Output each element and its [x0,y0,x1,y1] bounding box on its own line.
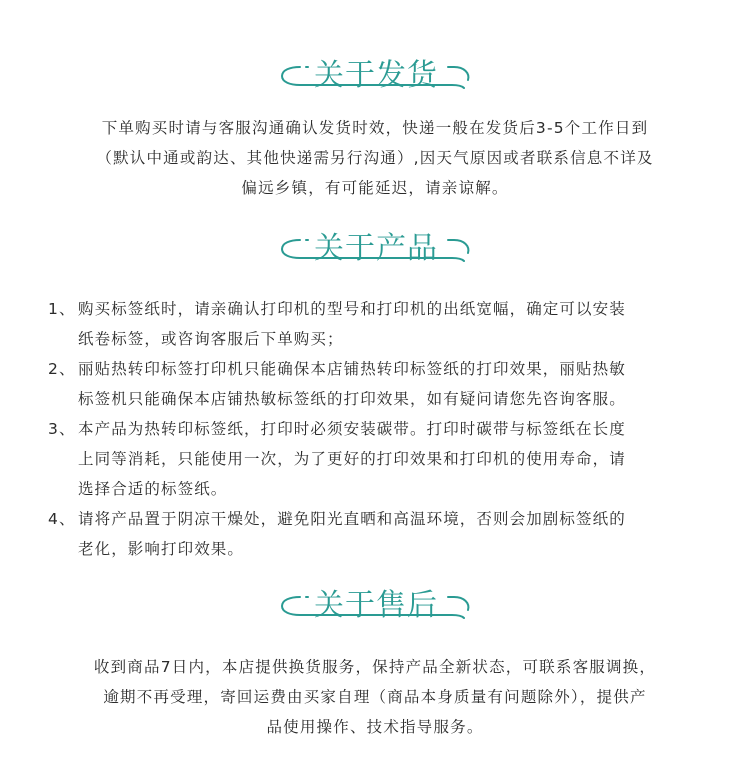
list-item [48,504,708,564]
list-item-line: 本产品为热转印标签纸，打印时必须安装碳带。打印时碳带与标签纸在长度 [78,420,626,438]
shipping-text [0,113,750,203]
list-item [48,354,708,414]
list-number: 2、 [48,360,76,378]
list-item-line: 纸卷标签，或咨询客服后下单购买； [78,330,344,348]
aftersale-line: 逾期不再受理，寄回运费由买家自理（商品本身质量有问题除外），提供产 [103,688,647,706]
shipping-line: 偏远乡镇，有可能延迟，请亲谅解。 [241,179,509,197]
list-item-line: 购买标签纸时，请亲确认打印机的型号和打印机的出纸宽幅，确定可以安装 [78,300,626,318]
list-item-line: 标签机只能确保本店铺热敏标签纸的打印效果，如有疑问请您先咨询客服。 [78,390,626,408]
aftersale-line: 品使用操作、技术指导服务。 [266,718,484,736]
product-title: 关于产品 [314,231,438,266]
shipping-line: 下单购买时请与客服沟通确认发货时效，快递一般在发货后3-5个工作日到 [101,119,649,137]
list-item-line: 请将产品置于阴凉干燥处，避免阳光直晒和高温环境，否则会加剧标签纸的 [78,510,626,528]
aftersale-section-title [278,588,474,624]
list-item-line: 上同等消耗，只能使用一次，为了更好的打印效果和打印机的使用寿命，请 [78,450,626,468]
list-item [48,414,708,504]
list-number: 4、 [48,510,76,528]
list-item-line: 老化，影响打印效果。 [78,540,245,558]
aftersale-text [0,652,750,742]
list-item-line: 选择合适的标签纸。 [78,480,228,498]
list-item [48,294,708,354]
shipping-title: 关于发货 [314,58,438,93]
product-section-title [278,231,474,267]
list-number: 1、 [48,300,76,318]
product-list [48,294,708,564]
aftersale-title: 关于售后 [314,588,438,623]
shipping-line: （默认中通或韵达、其他快递需另行沟通）,因天气原因或者联系信息不详及 [96,149,654,167]
aftersale-line: 收到商品7日内，本店提供换货服务，保持产品全新状态，可联系客服调换， [93,658,657,676]
list-item-line: 丽贴热转印标签打印机只能确保本店铺热转印标签纸的打印效果，丽贴热敏 [78,360,626,378]
shipping-section-title [278,58,474,94]
list-number: 3、 [48,420,76,438]
